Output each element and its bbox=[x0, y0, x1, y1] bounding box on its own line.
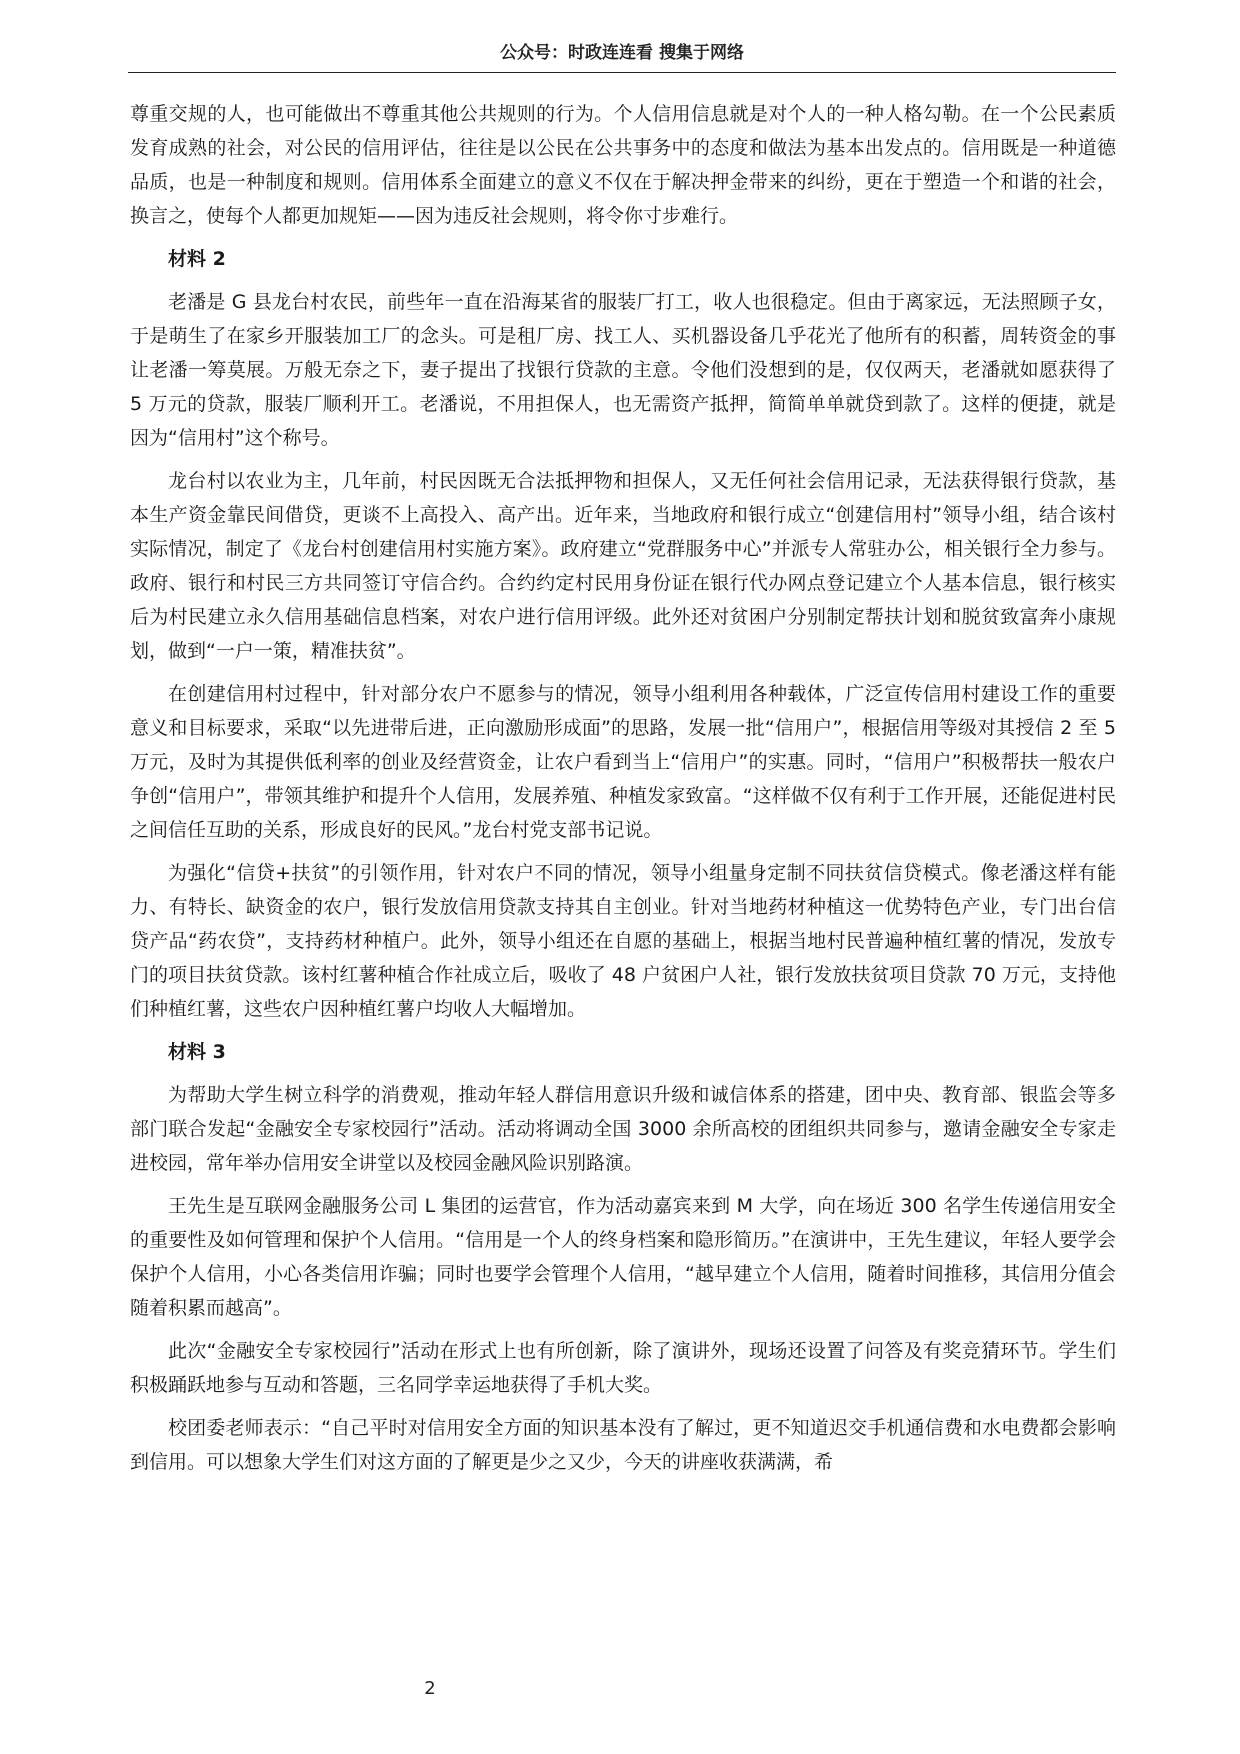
paragraph: 为强化“信贷+扶贫”的引领作用，针对农户不同的情况，领导小组量身定制不同扶贫信贷模式。像老潘这样有能力、有特长、缺资金的农户，银行发放信用贷款支持其自主创业。针对当地药材种植这一优势特色产业，专门出台信贷产品“药农贷”，支持药材种植户。此外，领导小组还在自愿的基础上，根据当地村民普遍种植红薯的情况，发放专门的项目扶贫贷款。该村红薯种植合作社成立后，吸收了 48 户贫困户人社，银行发放扶贫项目贷款 70 万元，支持他们种植红薯，这些农户因种植红薯户均收人大幅增加。 bbox=[130, 862, 1116, 1020]
paragraph: 在创建信用村过程中，针对部分农户不愿参与的情况，领导小组利用各种载体，广泛宣传信用村建设工作的重要意义和目标要求，采取“以先进带后进，正向激励形成面”的思路，发展一批“信用户”，根据信用等级对其授信 2 至 5 万元，及时为其提供低利率的创业及经营资金，让农户看到当上“信用户”的实惠。同时，“信用户”积极帮扶一般农户争创“信用户”，带领其维护和提升个人信用，发展养殖、种植发家致富。“这样做不仅有利于工作开展，还能促进村民之间信任互助的关系，形成良好的民风。”龙台村党支部书记说。 bbox=[130, 683, 1116, 841]
paragraph: 为帮助大学生树立科学的消费观，推动年轻人群信用意识升级和诚信体系的搭建，团中央、教育部、银监会等多部门联合发起“金融安全专家校园行”活动。活动将调动全国 3000 余所高校的团组织共同参与，邀请金融安全专家走进校园，常年举办信用安全讲堂以及校园金融风险识别路演。 bbox=[130, 1084, 1116, 1174]
paragraph: 龙台村以农业为主，几年前，村民因既无合法抵押物和担保人，又无任何社会信用记录，无法获得银行贷款，基本生产资金靠民间借贷，更谈不上高投入、高产出。近年来，当地政府和银行成立“创建信用村”领导小组，结合该村实际情况，制定了《龙台村创建信用村实施方案》。政府建立“党群服务中心”并派专人常驻办公，相关银行全力参与。政府、银行和村民三方共同签订守信合约。合约约定村民用身份证在银行代办网点登记建立个人基本信息，银行核实后为村民建立永久信用基础信息档案，对农户进行信用评级。此外还对贫困户分别制定帮扶计划和脱贫致富奔小康规划，做到“一户一策，精准扶贫”。 bbox=[130, 470, 1116, 662]
paragraph: 尊重交规的人，也可能做出不尊重其他公共规则的行为。个人信用信息就是对个人的一种人格勾勒。在一个公民素质发育成熟的社会，对公民的信用评估，往往是以公民在公共事务中的态度和做法为基本出发点的。信用既是一种道德品质，也是一种制度和规则。信用体系全面建立的意义不仅在于解决押金带来的纠纷，更在于塑造一个和谐的社会，换言之，使每个人都更加规矩——因为违反社会规则，将令你寸步难行。 bbox=[130, 103, 1116, 227]
paragraph: 此次“金融安全专家校园行”活动在形式上也有所创新，除了演讲外，现场还设置了问答及有奖竞猜环节。学生们积极踊跃地参与互动和答题，三名同学幸运地获得了手机大奖。 bbox=[130, 1340, 1116, 1396]
page-number: 2 bbox=[424, 1678, 436, 1699]
paragraph: 校团委老师表示：“自己平时对信用安全方面的知识基本没有了解过，更不知道迟交手机通信费和水电费都会影响到信用。可以想象大学生们对这方面的了解更是少之又少，今天的讲座收获满满，希 bbox=[130, 1417, 1116, 1473]
document-body bbox=[130, 97, 1116, 1488]
page-header: 公众号：时政连连看 搜集于网络 bbox=[128, 38, 1116, 73]
section-heading: 材料 3 bbox=[168, 1041, 226, 1063]
paragraph: 老潘是 G 县龙台村农民，前些年一直在沿海某省的服装厂打工，收人也很稳定。但由于离家远，无法照顾子女，于是萌生了在家乡开服装加工厂的念头。可是租厂房、找工人、买机器设备几乎花光了他所有的积蓄，周转资金的事让老潘一筹莫展。万般无奈之下，妻子提出了找银行贷款的主意。令他们没想到的是，仅仅两天，老潘就如愿获得了 5 万元的贷款，服装厂顺利开工。老潘说，不用担保人，也无需资产抵押，简简单单就贷到款了。这样的便捷，就是因为“信用村”这个称号。 bbox=[130, 291, 1116, 449]
section-heading: 材料 2 bbox=[168, 248, 226, 270]
paragraph: 王先生是互联网金融服务公司 L 集团的运营官，作为活动嘉宾来到 M 大学，向在场近 300 名学生传递信用安全的重要性及如何管理和保护个人信用。“信用是一个人的终身档案和隐形简历。”在演讲中，王先生建议，年轻人要学会保护个人信用，小心各类信用诈骗；同时也要学会管理个人信用，“越早建立个人信用，随着时间推移，其信用分值会随着积累而越高”。 bbox=[130, 1195, 1116, 1319]
